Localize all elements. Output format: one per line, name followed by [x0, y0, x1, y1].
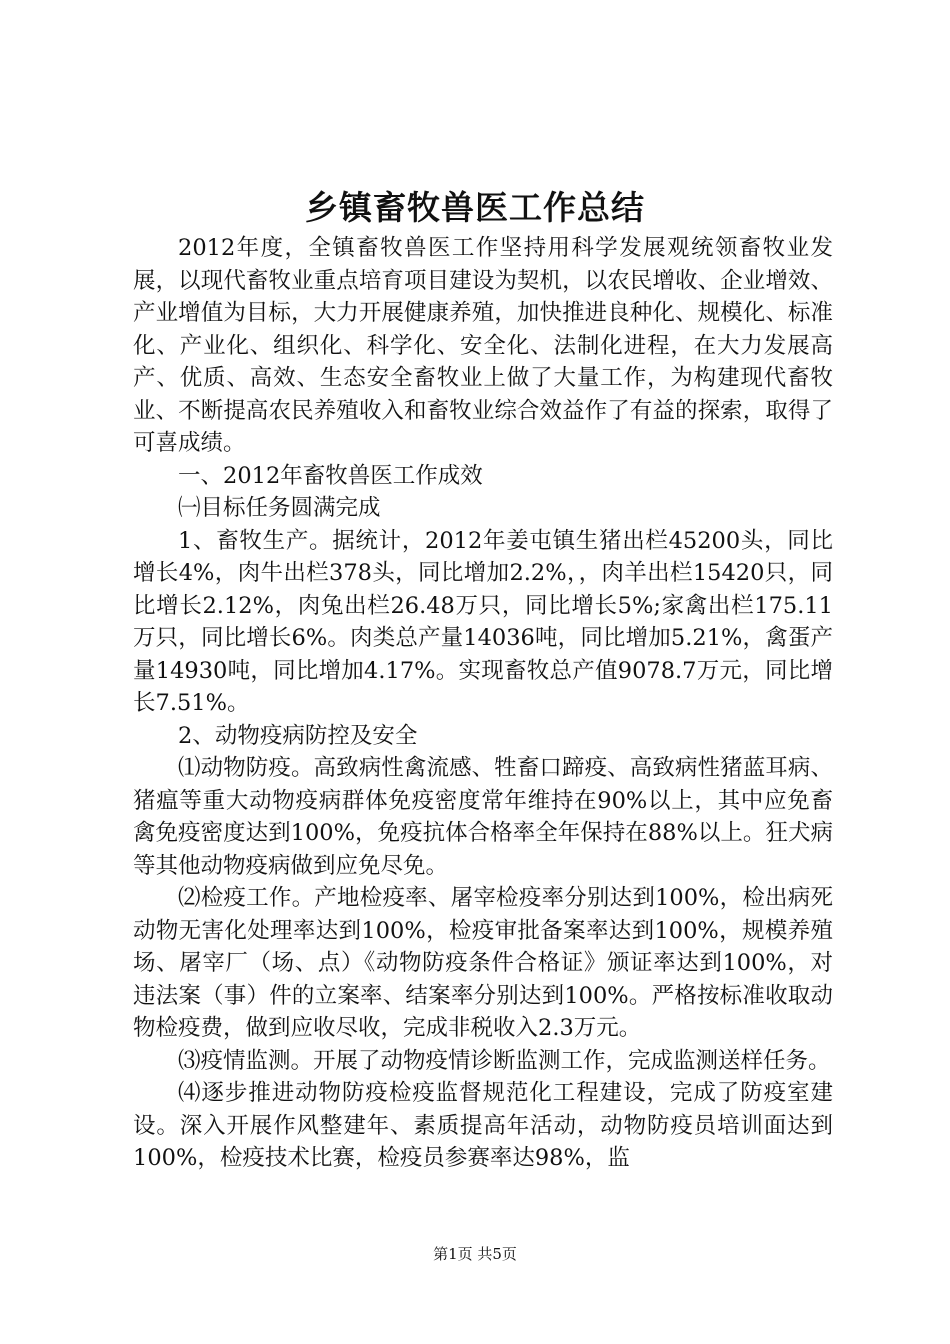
- page-number-footer: 第1页 共5页: [433, 1245, 517, 1263]
- paragraph-quarantine-work: ⑵检疫工作。产地检疫率、屠宰检疫率分别达到100%，检出病死动物无害化处理率达到100%，检疫审批备案率达到100%，规模养殖场、屠宰厂（场、点）《动物防疫条件合格证》颁证率达到100%，对违法案（事）件的立案率、结案率分别达到100%。严格按标准收取动物检疫费，做到应收尽收，完成非税收入2.3万元。: [133, 885, 833, 1041]
- section-heading-1: 一、2012年畜牧兽医工作成效: [178, 462, 483, 489]
- subsection-heading-1: ㈠目标任务圆满完成: [178, 495, 381, 521]
- paragraph-standardization: ⑷逐步推进动物防疫检疫监督规范化工程建设，完成了防疫室建设。深入开展作风整建年、素质提高年活动，动物防疫员培训面达到100%，检疫技术比赛，检疫员参赛率达98%，监: [133, 1080, 833, 1171]
- paragraph-epidemic-monitoring: ⑶疫情监测。开展了动物疫情诊断监测工作，完成监测送样任务。: [178, 1047, 831, 1074]
- paragraph-animal-epidemic-prevention: ⑴动物防疫。高致病性禽流感、牲畜口蹄疫、高致病性猪蓝耳病、猪瘟等重大动物疫病群体免疫密度常年维持在90%以上，其中应免畜禽免疫密度达到100%，免疫抗体合格率全年保持在88%以上。狂犬病等其他动物疫病做到应免尽免。: [133, 755, 833, 879]
- paragraph-livestock-production: 1、畜牧生产。据统计，2012年姜屯镇生猪出栏45200头，同比增长4%，肉牛出栏378头，同比增加2.2%，，肉羊出栏15420只，同比增长2.12%，肉兔出栏26.48万只，同比增长5%;家禽出栏175.11万只，同比增长6%。肉类总产量14036吨，同比增加5.21%，禽蛋产量14930吨，同比增加4.17%。实现畜牧总产值9078.7万元，同比增长7.51%。: [133, 527, 833, 716]
- item-heading-disease-control: 2、动物疫病防控及安全: [178, 722, 418, 749]
- document-title: 乡镇畜牧兽医工作总结: [305, 188, 645, 227]
- paragraph-intro: 2012年度，全镇畜牧兽医工作坚持用科学发展观统领畜牧业发展，以现代畜牧业重点培育项目建设为契机，以农民增收、企业增效、产业增值为目标，大力开展健康养殖，加快推进良种化、规模化、标准化、产业化、组织化、科学化、安全化、法制化进程，在大力发展高产、优质、高效、生态安全畜牧业上做了大量工作，为构建现代畜牧业、不断提高农民养殖收入和畜牧业综合效益作了有益的探索，取得了可喜成绩。: [133, 235, 833, 456]
- document-body: [133, 232, 833, 1175]
